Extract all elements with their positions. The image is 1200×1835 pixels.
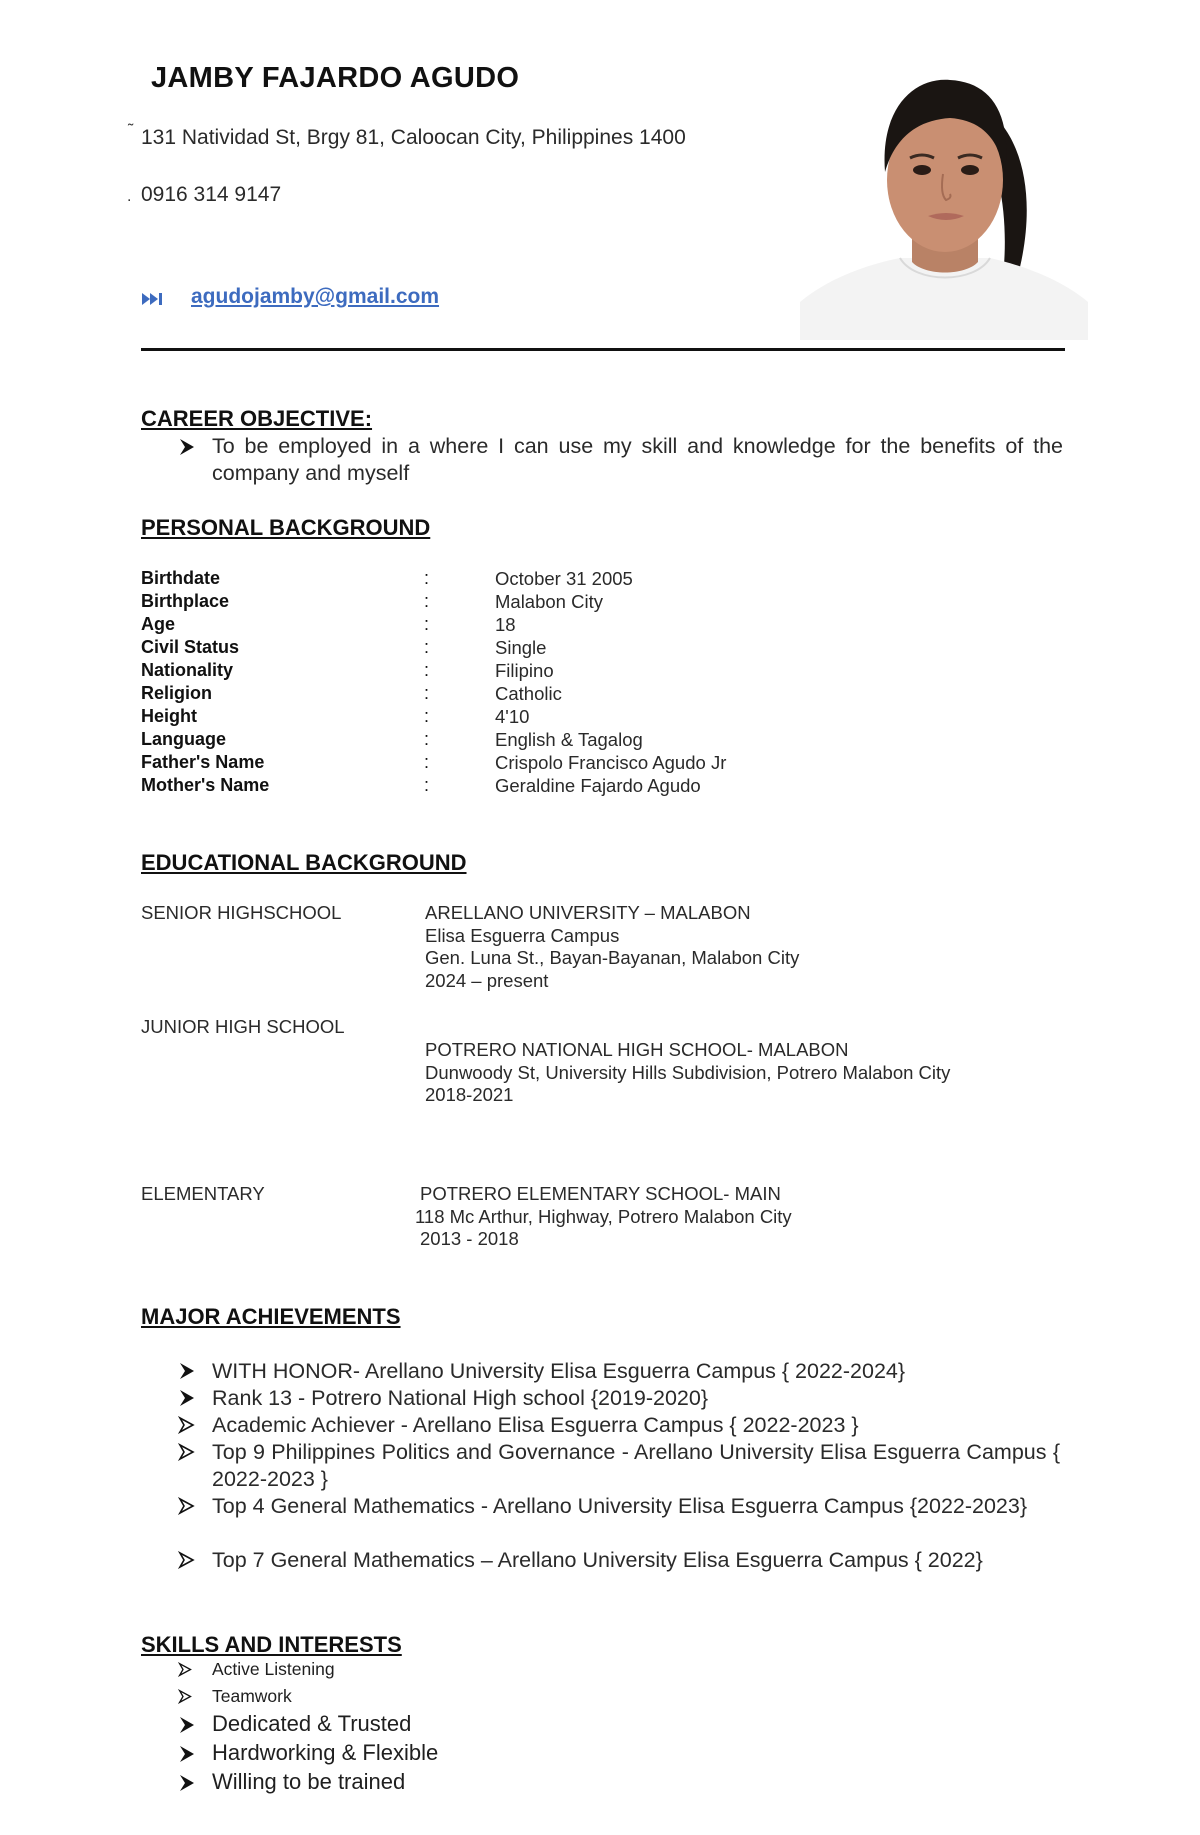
edu-entry-elementary — [415, 1183, 792, 1251]
achievement-item: Top 4 General Mathematics - Arellano University Elisa Esguerra Campus {2022-2023} — [212, 1494, 1028, 1518]
pb-value: 4'10 — [495, 706, 530, 727]
bullet-arrow-icon — [178, 1745, 196, 1763]
pb-label: Birthdate — [141, 568, 221, 588]
achievement-item: Top 9 Philippines Politics and Governance - Arellano University Elisa Esguerra Campus { 2022-2023 } — [212, 1440, 1060, 1491]
edu-address: 118 Mc Arthur, Highway, Potrero Malabon City — [415, 1205, 792, 1227]
bullet-arrow-icon — [178, 1551, 196, 1569]
bullet-arrow-icon — [178, 1662, 193, 1677]
bullet-arrow-icon — [178, 1362, 196, 1380]
pb-value: Malabon City — [495, 591, 603, 612]
pb-value: Crispolo Francisco Agudo Jr — [495, 752, 727, 773]
skill-item: Dedicated & Trusted — [212, 1711, 412, 1736]
bullet-arrow-icon — [178, 1389, 196, 1407]
pb-colon: : — [424, 591, 430, 611]
bullet-arrow-icon — [178, 1774, 196, 1792]
header-divider — [141, 348, 1065, 351]
pb-colon: : — [424, 752, 430, 772]
bullet-arrow-icon — [178, 1689, 193, 1704]
pb-value: English & Tagalog — [495, 729, 643, 750]
skill-item: Hardworking & Flexible — [212, 1740, 439, 1765]
edu-level-elementary: ELEMENTARY — [141, 1183, 265, 1204]
skill-item: Willing to be trained — [212, 1769, 406, 1794]
pb-label: Civil Status — [141, 637, 240, 657]
skill-item: Teamwork — [212, 1686, 292, 1706]
educational-background-heading: EDUCATIONAL BACKGROUND — [141, 850, 467, 875]
phone-marker: . — [127, 188, 132, 205]
achievement-item: WITH HONOR- Arellano University Elisa Esguerra Campus { 2022-2024} — [212, 1359, 906, 1383]
edu-campus: Elisa Esguerra Campus — [425, 924, 620, 946]
pb-value: Filipino — [495, 660, 554, 681]
pb-value: Geraldine Fajardo Agudo — [495, 775, 701, 796]
pb-label: Father's Name — [141, 752, 265, 772]
edu-address: Gen. Luna St., Bayan-Bayanan, Malabon City — [425, 947, 800, 968]
bullet-arrow-icon — [178, 1416, 196, 1434]
achievements-heading: MAJOR ACHIEVEMENTS — [141, 1304, 401, 1329]
edu-years: 2018-2021 — [425, 1084, 514, 1105]
pb-colon: : — [424, 729, 430, 749]
phone-number: 0916 314 9147 — [141, 183, 282, 206]
edu-school: POTRERO ELEMENTARY SCHOOL- MAIN — [420, 1183, 781, 1204]
pb-colon: : — [424, 683, 430, 703]
pb-value: Single — [495, 637, 547, 658]
pb-value: October 31 2005 — [495, 568, 633, 589]
address-marker: ˜ — [128, 122, 134, 139]
pb-label: Nationality — [141, 660, 234, 680]
edu-school: ARELLANO UNIVERSITY – MALABON — [425, 902, 751, 923]
resume-name: JAMBY FAJARDO AGUDO — [151, 62, 520, 94]
pb-label: Mother's Name — [141, 775, 270, 795]
bullet-arrow-icon — [178, 438, 196, 456]
pb-colon: : — [424, 568, 430, 588]
edu-level-senior: SENIOR HIGHSCHOOL — [141, 902, 342, 923]
personal-background-heading: PERSONAL BACKGROUND — [141, 515, 431, 540]
achievement-item: Top 7 General Mathematics – Arellano University Elisa Esguerra Campus { 2022} — [212, 1548, 983, 1572]
career-objective-heading: CAREER OBJECTIVE: — [141, 406, 373, 431]
pb-colon: : — [424, 660, 430, 680]
pb-colon: : — [424, 775, 430, 795]
pb-colon: : — [424, 637, 430, 657]
pb-colon: : — [424, 614, 430, 634]
edu-address: Dunwoody St, University Hills Subdivision, Potrero Malabon City — [425, 1061, 951, 1083]
edu-entry-junior — [425, 1039, 950, 1107]
career-objective-text: To be employed in a where I can use my skill and knowledge for the benefits of the company and myself — [212, 434, 1063, 485]
pb-label: Language — [141, 729, 227, 749]
bullet-arrow-icon — [178, 1443, 196, 1461]
edu-level-junior: JUNIOR HIGH SCHOOL — [141, 1016, 345, 1037]
profile-photo — [800, 52, 1088, 340]
bullet-arrow-icon — [178, 1497, 196, 1515]
pb-label: Height — [141, 706, 197, 726]
pb-value: Catholic — [495, 683, 562, 704]
edu-school: POTRERO NATIONAL HIGH SCHOOL- MALABON — [425, 1039, 849, 1060]
skill-item: Active Listening — [212, 1659, 335, 1679]
achievement-item: Academic Achiever - Arellano Elisa Esguerra Campus { 2022-2023 } — [212, 1413, 859, 1437]
address: 131 Natividad St, Brgy 81, Caloocan City, Philippines 1400 — [141, 126, 686, 149]
edu-years: 2013 - 2018 — [420, 1228, 519, 1249]
pb-colon: : — [424, 706, 430, 726]
bullet-arrow-icon — [178, 1716, 196, 1734]
edu-years: 2024 – present — [425, 969, 549, 991]
pb-label: Religion — [141, 683, 212, 703]
achievement-item: Rank 13 - Potrero National High school {2019-2020} — [212, 1386, 709, 1410]
pb-label: Age — [141, 614, 176, 634]
email-link[interactable]: agudojamby@gmail.com — [191, 285, 440, 308]
pb-value: 18 — [495, 614, 516, 635]
pb-label: Birthplace — [141, 591, 230, 611]
skills-heading: SKILLS AND INTERESTS — [141, 1632, 402, 1657]
mail-icon — [141, 290, 165, 308]
edu-entry-senior — [425, 902, 799, 992]
